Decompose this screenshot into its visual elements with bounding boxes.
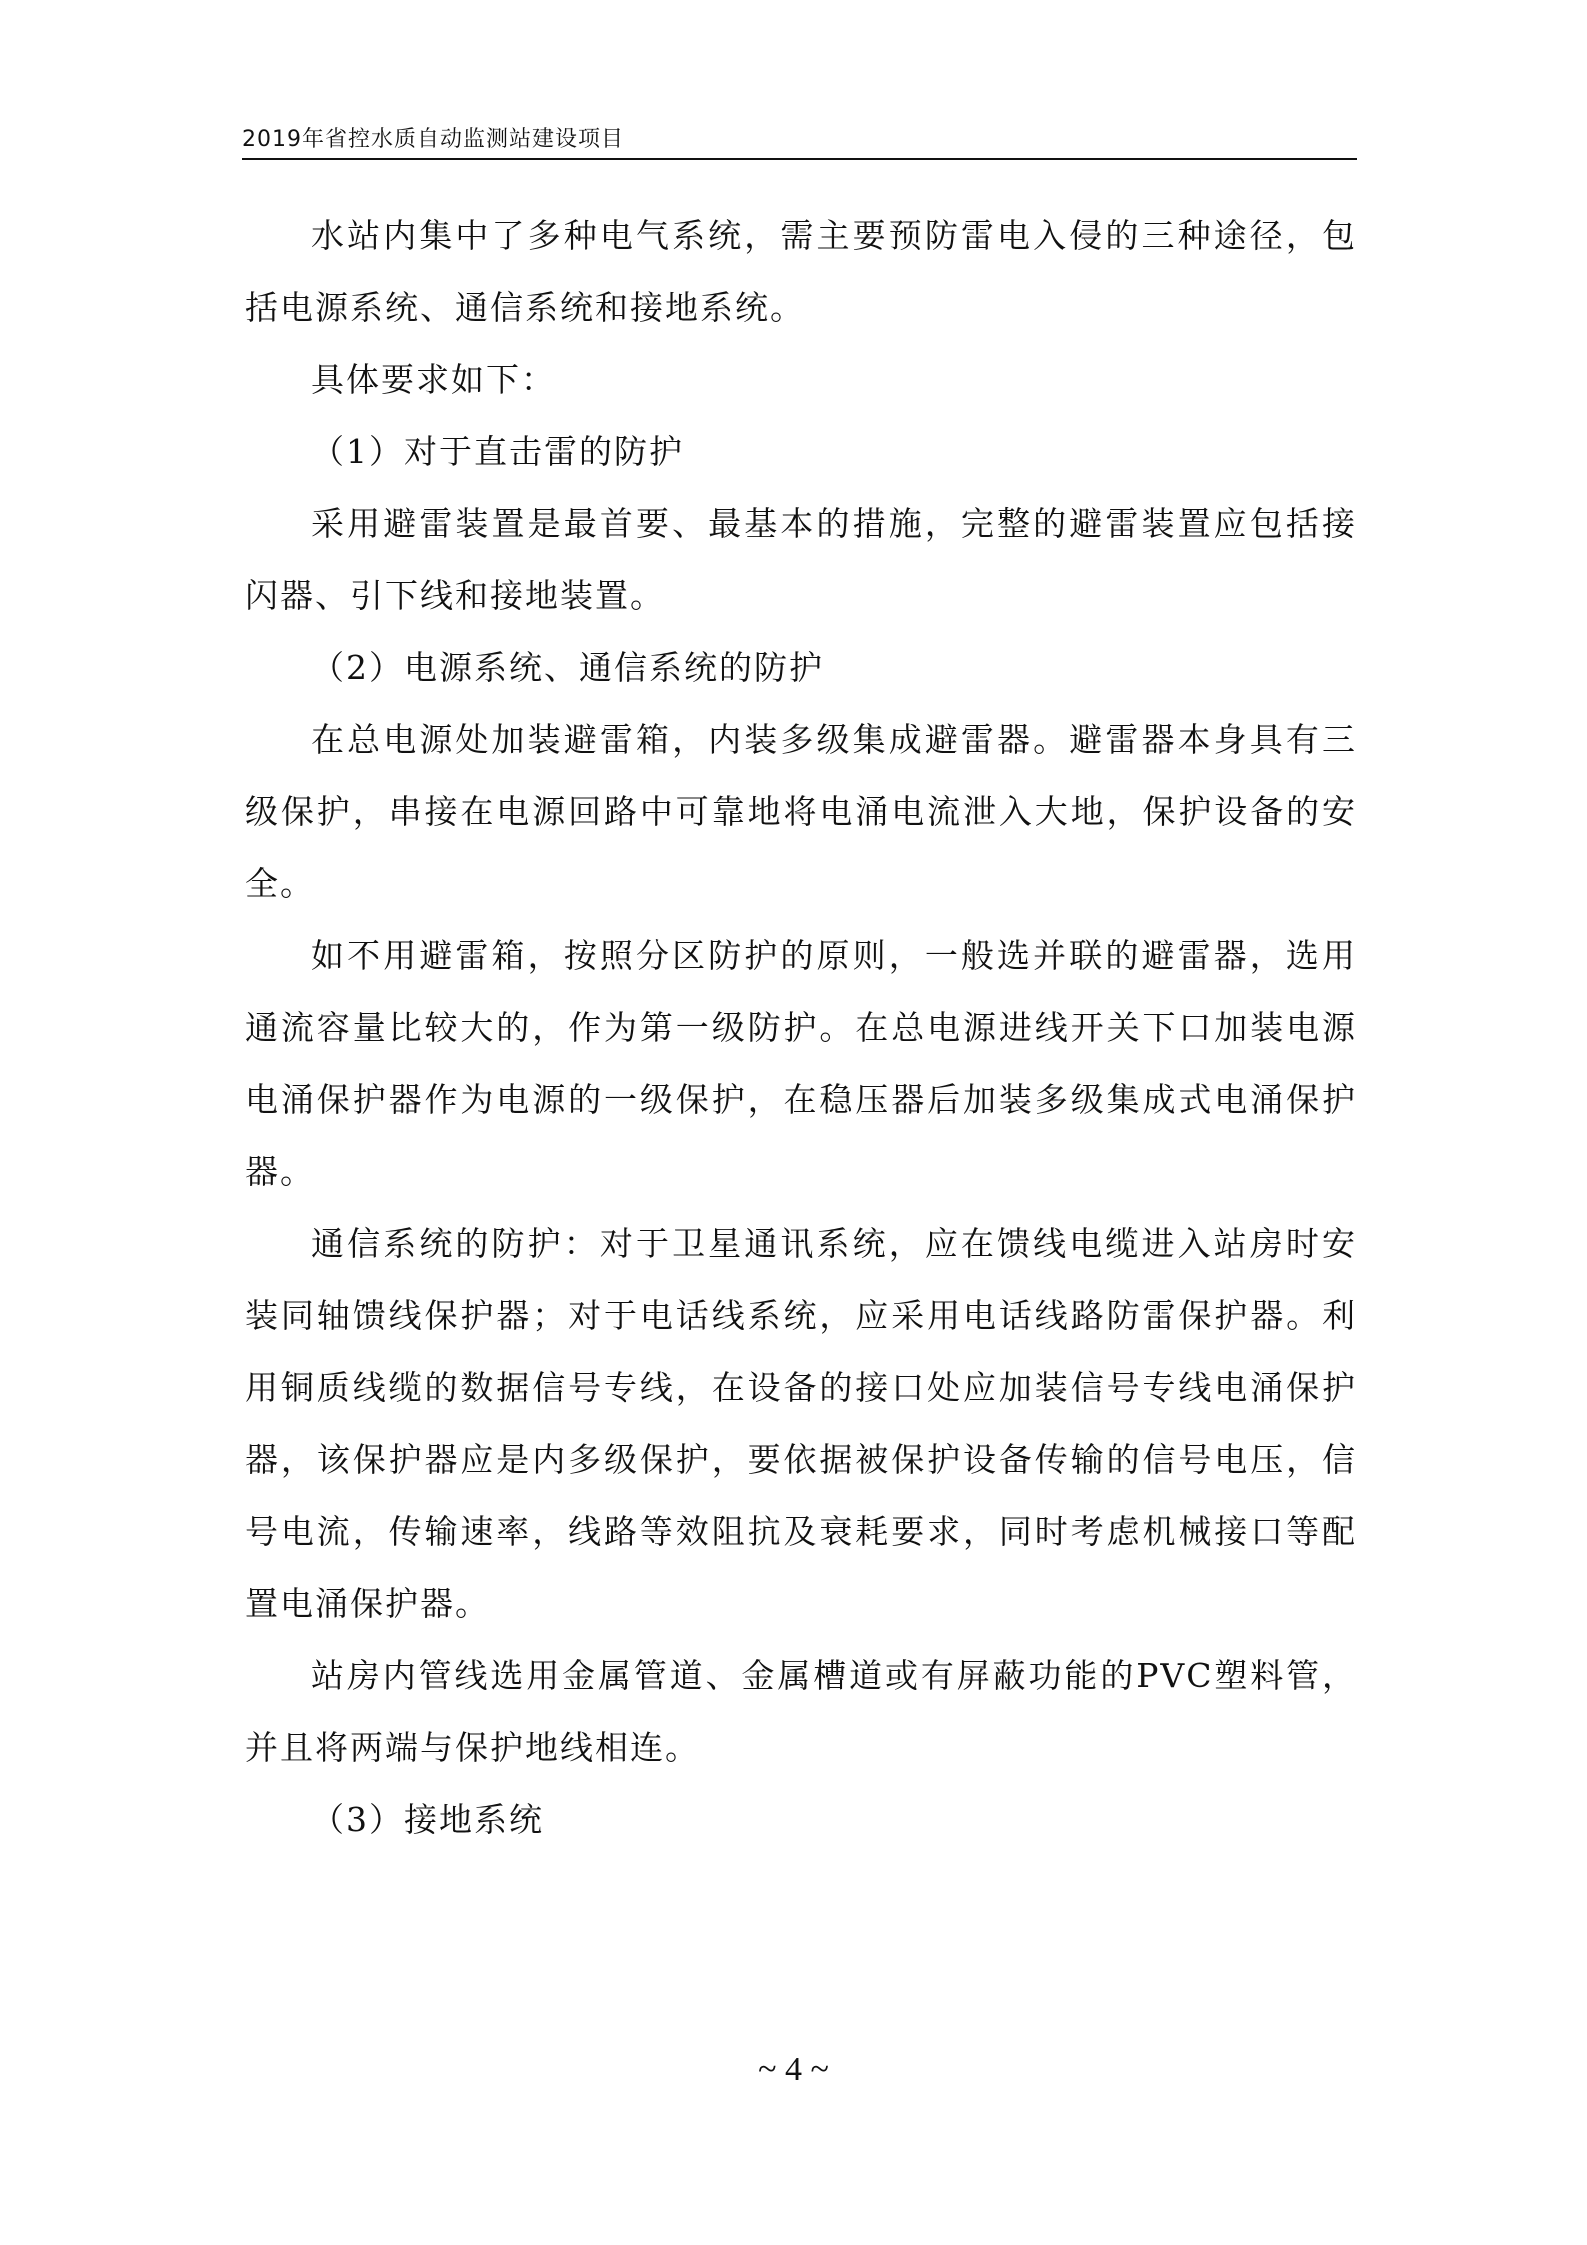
- paragraph: 水站内集中了多种电气系统，需主要预防雷电入侵的三种途径，包括电源系统、通信系统和接地系统。: [245, 216, 1357, 327]
- paragraph: 具体要求如下：: [311, 360, 556, 399]
- header-divider: [242, 158, 1357, 160]
- running-header: 2019年省控水质自动监测站建设项目: [242, 127, 624, 152]
- paragraph: 如不用避雷箱，按照分区防护的原则，一般选并联的避雷器，选用通流容量比较大的，作为第一级防护。在总电源进线开关下口加装电源电涌保护器作为电源的一级保护，在稳压器后加装多级集成式电涌保护器。: [245, 936, 1357, 1191]
- paragraph: 通信系统的防护：对于卫星通讯系统，应在馈线电缆进入站房时安装同轴馈线保护器；对于电话线系统，应采用电话线路防雷保护器。利用铜质线缆的数据信号专线，在设备的接口处应加装信号专线电涌保护器，该保护器应是内多级保护，要依据被保护设备传输的信号电压，信号电流，传输速率，线路等效阻抗及衰耗要求，同时考虑机械接口等配置电涌保护器。: [245, 1224, 1357, 1623]
- section-heading: （2）电源系统、通信系统的防护: [311, 648, 824, 687]
- body-text: [245, 200, 1357, 1856]
- section-heading: （1）对于直击雷的防护: [311, 432, 684, 471]
- paragraph: 在总电源处加装避雷箱，内装多级集成避雷器。避雷器本身具有三级保护，串接在电源回路中可靠地将电涌电流泄入大地，保护设备的安全。: [245, 720, 1357, 903]
- paragraph: 站房内管线选用金属管道、金属槽道或有屏蔽功能的PVC塑料管，并且将两端与保护地线相连。: [245, 1656, 1357, 1767]
- paragraph: 采用避雷装置是最首要、最基本的措施，完整的避雷装置应包括接闪器、引下线和接地装置。: [245, 504, 1357, 615]
- section-heading: （3）接地系统: [311, 1800, 544, 1839]
- page-number: ~ 4 ~: [758, 2051, 829, 2088]
